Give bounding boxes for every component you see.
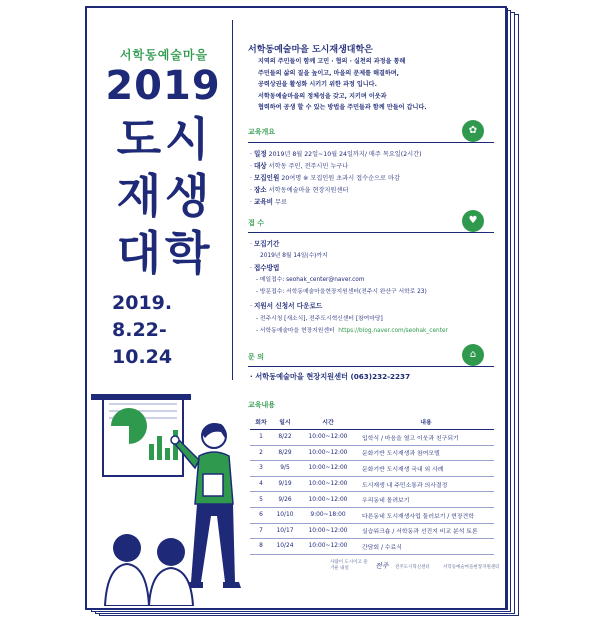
overview-item: · 일정 2019년 8월 22일~10월 24일까지/ 매주 목요일(2시간): [250, 150, 422, 158]
session-time: 10:00~12:00: [298, 539, 358, 555]
session-content: 도시재생 내 주민소통과 의사결정: [358, 476, 494, 492]
overview-label: 교육비: [253, 198, 274, 206]
session-date: 10/17: [272, 523, 298, 539]
session-date: 9/5: [272, 461, 298, 477]
schedule-table: [250, 414, 494, 555]
overview-value: 2019년 8월 22일~10월 24일까지/ 매주 목요일(2시간): [268, 151, 422, 158]
apply-period-label: 모집기간: [253, 240, 280, 248]
overview-item: · 모집인원 20여명 ※ 모집인원 초과시 접수순으로 마감: [250, 174, 400, 182]
overview-label: 장소: [253, 186, 267, 194]
footer-logo-innovation: 전주도시혁신센터: [395, 565, 430, 570]
session-date: 9/19: [272, 476, 298, 492]
table-row: [250, 523, 494, 539]
table-row: [250, 430, 494, 446]
table-header: 회차: [250, 414, 272, 430]
dates-line: 2019.: [112, 292, 173, 314]
footer-logo-center: 서학동예술마을현장지원센터: [443, 565, 500, 570]
intro-line: 협력하여 공생 할 수 있는 방법을 주민들과 함께 만들어 갑니다.: [258, 104, 427, 111]
section-rule: [248, 232, 494, 233]
section-rule: [248, 142, 494, 143]
overview-label: 일정: [253, 150, 267, 158]
session-content: 입학식 / 마음을 열고 이웃과 친구되기: [358, 430, 494, 446]
session-no: 3: [250, 461, 272, 477]
session-date: 10/10: [272, 507, 298, 523]
session-content: 우리동네 돌려보기: [358, 492, 494, 508]
intro-line: 지역의 주민들이 함께 고민 · 협의 · 실천의 과정을 통해: [258, 58, 406, 65]
table-row: [250, 492, 494, 508]
intro-line: 주민들의 삶의 질을 높이고, 마을의 문제를 해결하며,: [258, 69, 399, 77]
overview-value: 무료: [275, 199, 287, 206]
apply-method-line: - 메일접수: seohak_center@naver.com: [256, 277, 365, 283]
intro-title: 서학동예술마을 도시재생대학은: [248, 45, 373, 55]
table-row: [250, 539, 494, 555]
apply-download-line: - 전주시청 [새소식], 전주도시혁신센터 [참여마당]: [256, 316, 383, 322]
session-no: 5: [250, 492, 272, 508]
overview-item: · 교육비 무료: [250, 198, 287, 206]
session-time: 10:00~12:00: [298, 430, 358, 446]
blog-link[interactable]: https://blog.naver.com/seohak_center: [338, 328, 448, 334]
notepad: [203, 474, 223, 496]
apply-period: · 모집기간: [250, 240, 280, 248]
intro-line: 서학동예술마을의 정체성을 갖고, 지키며 이웃과: [258, 92, 387, 100]
sprout-icon: ✿: [462, 120, 484, 142]
table-header: 시간: [298, 414, 358, 430]
presenter-pants: [191, 504, 235, 582]
title-line-1: 도시: [116, 112, 214, 166]
column-divider: [232, 20, 233, 380]
session-time: 10:00~12:00: [298, 461, 358, 477]
footer-logo-jeonju: 전주: [375, 562, 389, 570]
apply-download-line: [256, 325, 448, 334]
apply-method-label: 접수방법: [253, 264, 280, 272]
overview-value: 서학동 주민, 전주시민 누구나: [268, 163, 349, 170]
apply-download: · 지원서 신청서 다운로드: [250, 302, 323, 310]
session-no: 6: [250, 507, 272, 523]
table-header-row: [250, 414, 494, 430]
house-icon: ⌂: [462, 344, 484, 366]
session-time: 10:00~12:00: [298, 492, 358, 508]
intro-paragraph: [258, 56, 503, 114]
apply-method-line: - 방문접수: 서학동예술마을현장지원센터(전주시 완산구 서학로 23): [256, 289, 427, 295]
apply-method: · 접수방법: [250, 264, 280, 272]
session-content: 다른동네 도시재생사업 둘러보기 / 현장견학: [358, 507, 494, 523]
session-time: 10:00~12:00: [298, 523, 358, 539]
footer-logo-slogan: 사람이 도시이고 즐거운 내일: [330, 560, 368, 571]
session-content: 실습워크숍 / 서학동과 선진지 비교 분석 토론: [358, 523, 494, 539]
title-line-2: 재생: [116, 169, 214, 223]
session-date: 8/29: [272, 445, 298, 461]
apply-title: 접 수: [248, 219, 264, 227]
session-date: 10/24: [272, 539, 298, 555]
session-no: 4: [250, 476, 272, 492]
contact-title: 문 의: [248, 353, 264, 361]
overview-value: 서학동예술마을 현장지원센터: [268, 187, 349, 194]
title-line-3: 대학: [116, 226, 214, 280]
dates-line: 10.24: [112, 346, 173, 368]
audience-head: [157, 538, 185, 566]
overview-title: 교육개요: [248, 128, 276, 136]
contact-text: 서학동예술마을 현장지원센터 (063)232-2237: [255, 372, 411, 381]
table-row: [250, 461, 494, 477]
session-no: 2: [250, 445, 272, 461]
hand-heart-icon: ♥: [462, 210, 484, 232]
overview-label: 모집인원: [253, 174, 280, 182]
session-no: 7: [250, 523, 272, 539]
table-row: [250, 476, 494, 492]
overview-item: · 대상 서학동 주민, 전주시민 누구나: [250, 162, 349, 170]
session-time: 10:00~12:00: [298, 476, 358, 492]
table-row: [250, 445, 494, 461]
audience-head: [113, 534, 141, 562]
apply-download-center: - 서학동예술마을 현장지원센터: [256, 328, 335, 334]
brand-name: 서학동예술마을: [119, 48, 209, 62]
overview-item: · 장소 서학동예술마을 현장지원센터: [250, 186, 349, 194]
session-time: 10:00~12:00: [298, 445, 358, 461]
overview-value: 20여명 ※ 모집인원 초과시 접수순으로 마감: [281, 175, 400, 182]
table-header: 일시: [272, 414, 298, 430]
apply-period-value: 2019년 8월 14일(수)까지: [260, 253, 328, 259]
session-content: 간담회 / 수료식: [358, 539, 494, 555]
overview-label: 대상: [253, 162, 267, 170]
section-rule: [248, 366, 494, 367]
session-no: 8: [250, 539, 272, 555]
session-content: 문화기반 도시재생 국내 외 사례: [358, 461, 494, 477]
session-content: 문화기반 도시재생과 참여모델: [358, 445, 494, 461]
session-date: 9/26: [272, 492, 298, 508]
intro-line: 공력상권을 활성화 시키기 위한 과정 입니다.: [258, 81, 377, 88]
schedule-title: 교육내용: [248, 401, 276, 409]
apply-download-label: 지원서 신청서 다운로드: [253, 302, 323, 310]
poster-year: 2019: [105, 63, 221, 109]
session-date: 8/22: [272, 430, 298, 446]
dates-line: 8.22-: [112, 319, 167, 341]
session-no: 1: [250, 430, 272, 446]
table-row: [250, 507, 494, 523]
session-time: 9:00~18:00: [298, 507, 358, 523]
table-header: 내용: [358, 414, 494, 430]
contact-value: · 서학동예술마을 현장지원센터 (063)232-2237: [250, 372, 411, 381]
